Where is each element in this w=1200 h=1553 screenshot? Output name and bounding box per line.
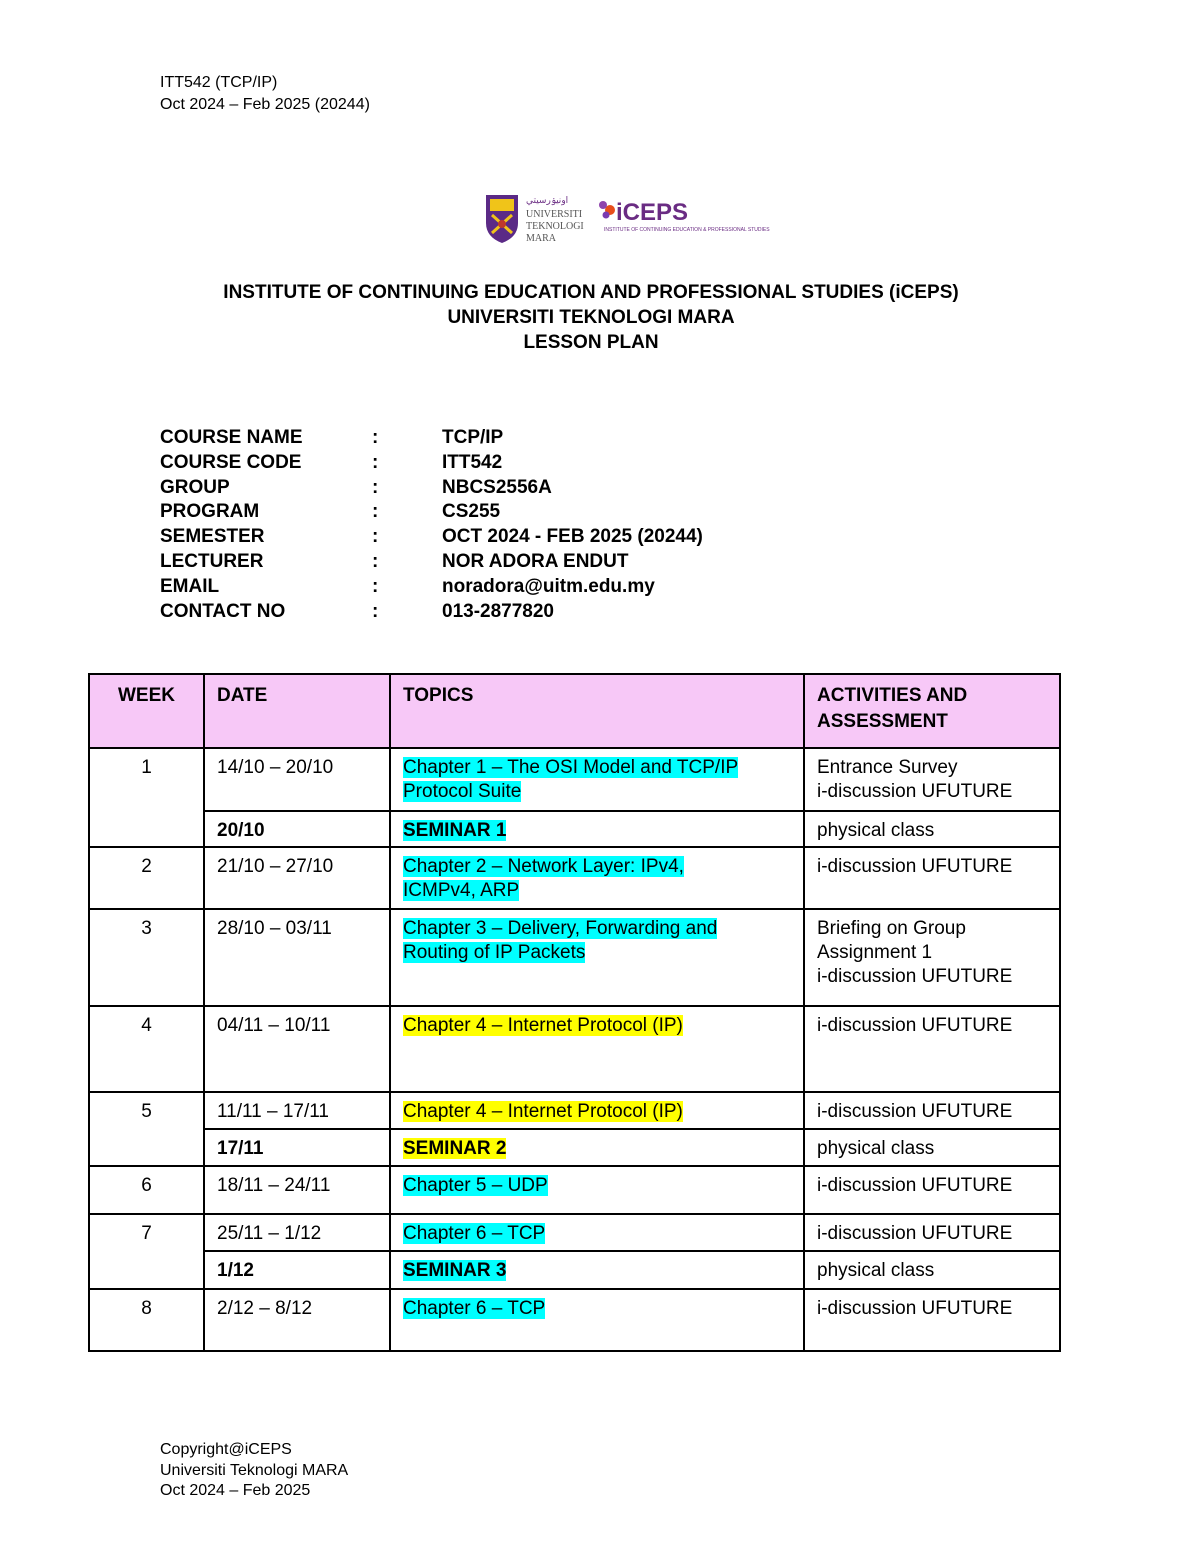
topic-cell	[390, 909, 804, 1006]
seminar-highlight: SEMINAR 3	[403, 1260, 507, 1281]
activity-cell	[804, 909, 1060, 1006]
info-colon: :	[372, 451, 379, 473]
date-cell: 11/11 – 17/11	[204, 1092, 390, 1129]
activity-cell: i-discussion UFUTURE	[804, 847, 1060, 909]
week-cell: 2	[89, 847, 204, 909]
info-colon: :	[372, 476, 379, 498]
course-info	[160, 426, 860, 624]
svg-text:MARA: MARA	[526, 233, 557, 244]
date-cell: 1/12	[204, 1251, 390, 1289]
activity-cell: physical class	[804, 1251, 1060, 1289]
table-row	[89, 1289, 1060, 1351]
date-cell: 18/11 – 24/11	[204, 1166, 390, 1214]
seminar-highlight: SEMINAR 2	[403, 1138, 507, 1159]
activity-cell	[804, 748, 1060, 811]
table-row	[89, 748, 1060, 811]
topic-cell	[390, 1166, 804, 1214]
svg-text:اونيۏرسيتي: اونيۏرسيتي	[526, 196, 569, 206]
page-footer	[160, 1440, 348, 1502]
course-header-line: ITT542 (TCP/IP)	[160, 74, 278, 91]
topic-highlight: Chapter 4 – Internet Protocol (IP)	[403, 1015, 683, 1036]
logo-group	[482, 193, 770, 245]
topic-cell	[390, 1251, 804, 1289]
week-cell: 8	[89, 1289, 204, 1351]
session-header-line: Oct 2024 – Feb 2025 (20244)	[160, 96, 370, 113]
session-line: Oct 2024 – Feb 2025	[160, 1482, 311, 1499]
date-cell: 20/10	[204, 811, 390, 847]
seminar-highlight: SEMINAR 1	[403, 820, 507, 841]
svg-text:UNIVERSITI: UNIVERSITI	[526, 209, 583, 220]
info-colon: :	[372, 575, 379, 597]
topic-highlight: Chapter 6 – TCP	[403, 1223, 546, 1244]
info-row-course-code	[160, 451, 860, 476]
uitm-iceps-logo	[482, 193, 770, 245]
topic-highlight: Chapter 4 – Internet Protocol (IP)	[403, 1101, 683, 1122]
topic-highlight: Chapter 5 – UDP	[403, 1175, 548, 1196]
info-row-group	[160, 476, 860, 501]
university-line: Universiti Teknologi MARA	[160, 1461, 349, 1479]
activity-line: i-discussion UFUTURE	[817, 781, 1013, 802]
info-row-program	[160, 500, 860, 525]
info-label: GROUP	[160, 476, 230, 498]
date-cell: 25/11 – 1/12	[204, 1214, 390, 1251]
topic-cell	[390, 1214, 804, 1251]
info-label: COURSE NAME	[160, 427, 303, 448]
info-label: COURSE CODE	[160, 451, 302, 473]
header-activities-line: ACTIVITIES AND	[817, 685, 968, 706]
info-value: OCT 2024 - FEB 2025 (20244)	[442, 526, 703, 548]
lesson-plan-table	[88, 673, 1061, 1352]
topic-cell	[390, 1006, 804, 1092]
table-row	[89, 1006, 1060, 1092]
activity-cell: i-discussion UFUTURE	[804, 1092, 1060, 1129]
activity-cell: i-discussion UFUTURE	[804, 1166, 1060, 1214]
table-header-row	[89, 674, 1060, 748]
activity-line: Assignment 1	[817, 942, 933, 963]
date-cell: 14/10 – 20/10	[204, 748, 390, 811]
topic-highlight: Chapter 3 – Delivery, Forwarding and	[403, 918, 718, 939]
topic-highlight: Chapter 6 – TCP	[403, 1298, 546, 1319]
week-cell: 6	[89, 1166, 204, 1214]
activity-cell: physical class	[804, 1129, 1060, 1166]
topic-cell	[390, 847, 804, 909]
activity-cell: physical class	[804, 811, 1060, 847]
info-colon: :	[372, 427, 379, 448]
date-cell: 28/10 – 03/11	[204, 909, 390, 1006]
info-colon: :	[372, 526, 379, 548]
table-row	[89, 1214, 1060, 1251]
topic-highlight: Chapter 1 – The OSI Model and TCP/IP	[403, 757, 739, 778]
week-cell: 5	[89, 1092, 204, 1166]
table-row	[89, 1251, 1060, 1289]
info-row-course-name	[160, 426, 860, 451]
table-row	[89, 909, 1060, 1006]
info-label: LECTURER	[160, 550, 264, 572]
table-row	[89, 1092, 1060, 1129]
topic-highlight: Routing of IP Packets	[403, 942, 586, 963]
document-title	[0, 280, 1200, 355]
info-value: NBCS2556A	[442, 476, 552, 498]
topic-cell	[390, 1092, 804, 1129]
topic-cell	[390, 748, 804, 811]
university-title: UNIVERSITI TEKNOLOGI MARA	[447, 307, 735, 328]
header-activities	[804, 674, 1060, 748]
svg-text:INSTITUTE OF CONTINUING EDUCAT: INSTITUTE OF CONTINUING EDUCATION & PROFESSIONAL STUDIES	[604, 227, 770, 233]
info-value: TCP/IP	[442, 427, 504, 448]
header-activities-line: ASSESSMENT	[817, 711, 948, 732]
date-cell: 04/11 – 10/11	[204, 1006, 390, 1092]
info-value: NOR ADORA ENDUT	[442, 550, 629, 572]
header-date: DATE	[204, 674, 390, 748]
activity-line: Entrance Survey	[817, 757, 958, 778]
info-colon: :	[372, 600, 379, 622]
topic-cell	[390, 811, 804, 847]
info-label: SEMESTER	[160, 526, 265, 548]
svg-text:TEKNOLOGI: TEKNOLOGI	[526, 221, 584, 232]
info-row-semester	[160, 525, 860, 550]
svg-text:iCEPS: iCEPS	[616, 199, 689, 226]
info-label: EMAIL	[160, 575, 220, 597]
week-cell: 3	[89, 909, 204, 1006]
header-week: WEEK	[89, 674, 204, 748]
date-cell: 17/11	[204, 1129, 390, 1166]
topic-cell	[390, 1129, 804, 1166]
info-label: PROGRAM	[160, 501, 260, 523]
activity-cell: i-discussion UFUTURE	[804, 1289, 1060, 1351]
info-colon: :	[372, 501, 379, 523]
table-row	[89, 847, 1060, 909]
info-colon: :	[372, 550, 379, 572]
activity-cell: i-discussion UFUTURE	[804, 1214, 1060, 1251]
info-row-contact	[160, 600, 860, 625]
institute-title: INSTITUTE OF CONTINUING EDUCATION AND PROFESSIONAL STUDIES (iCEPS)	[223, 282, 959, 303]
activity-cell: i-discussion UFUTURE	[804, 1006, 1060, 1092]
lesson-plan-title: LESSON PLAN	[523, 332, 659, 353]
table-row	[89, 811, 1060, 847]
table-row	[89, 1129, 1060, 1166]
activity-line: Briefing on Group	[817, 918, 966, 939]
table-row	[89, 1166, 1060, 1214]
info-value: ITT542	[442, 451, 503, 473]
copyright-line: Copyright@iCEPS	[160, 1441, 292, 1458]
topic-cell	[390, 1289, 804, 1351]
info-value: CS255	[442, 501, 501, 523]
info-row-lecturer	[160, 550, 860, 575]
info-value: 013-2877820	[442, 600, 554, 622]
header-topics: TOPICS	[390, 674, 804, 748]
date-cell: 21/10 – 27/10	[204, 847, 390, 909]
topic-highlight: Chapter 2 – Network Layer: IPv4,	[403, 856, 684, 877]
page-header	[160, 72, 370, 116]
topic-highlight: Protocol Suite	[403, 781, 522, 802]
date-cell: 2/12 – 8/12	[204, 1289, 390, 1351]
info-label: CONTACT NO	[160, 600, 286, 622]
week-cell: 4	[89, 1006, 204, 1092]
activity-line: i-discussion UFUTURE	[817, 966, 1013, 987]
info-row-email	[160, 575, 860, 600]
info-value-email: noradora@uitm.edu.my	[442, 575, 655, 597]
week-cell: 7	[89, 1214, 204, 1289]
topic-highlight: ICMPv4, ARP	[403, 880, 520, 901]
week-cell: 1	[89, 748, 204, 847]
